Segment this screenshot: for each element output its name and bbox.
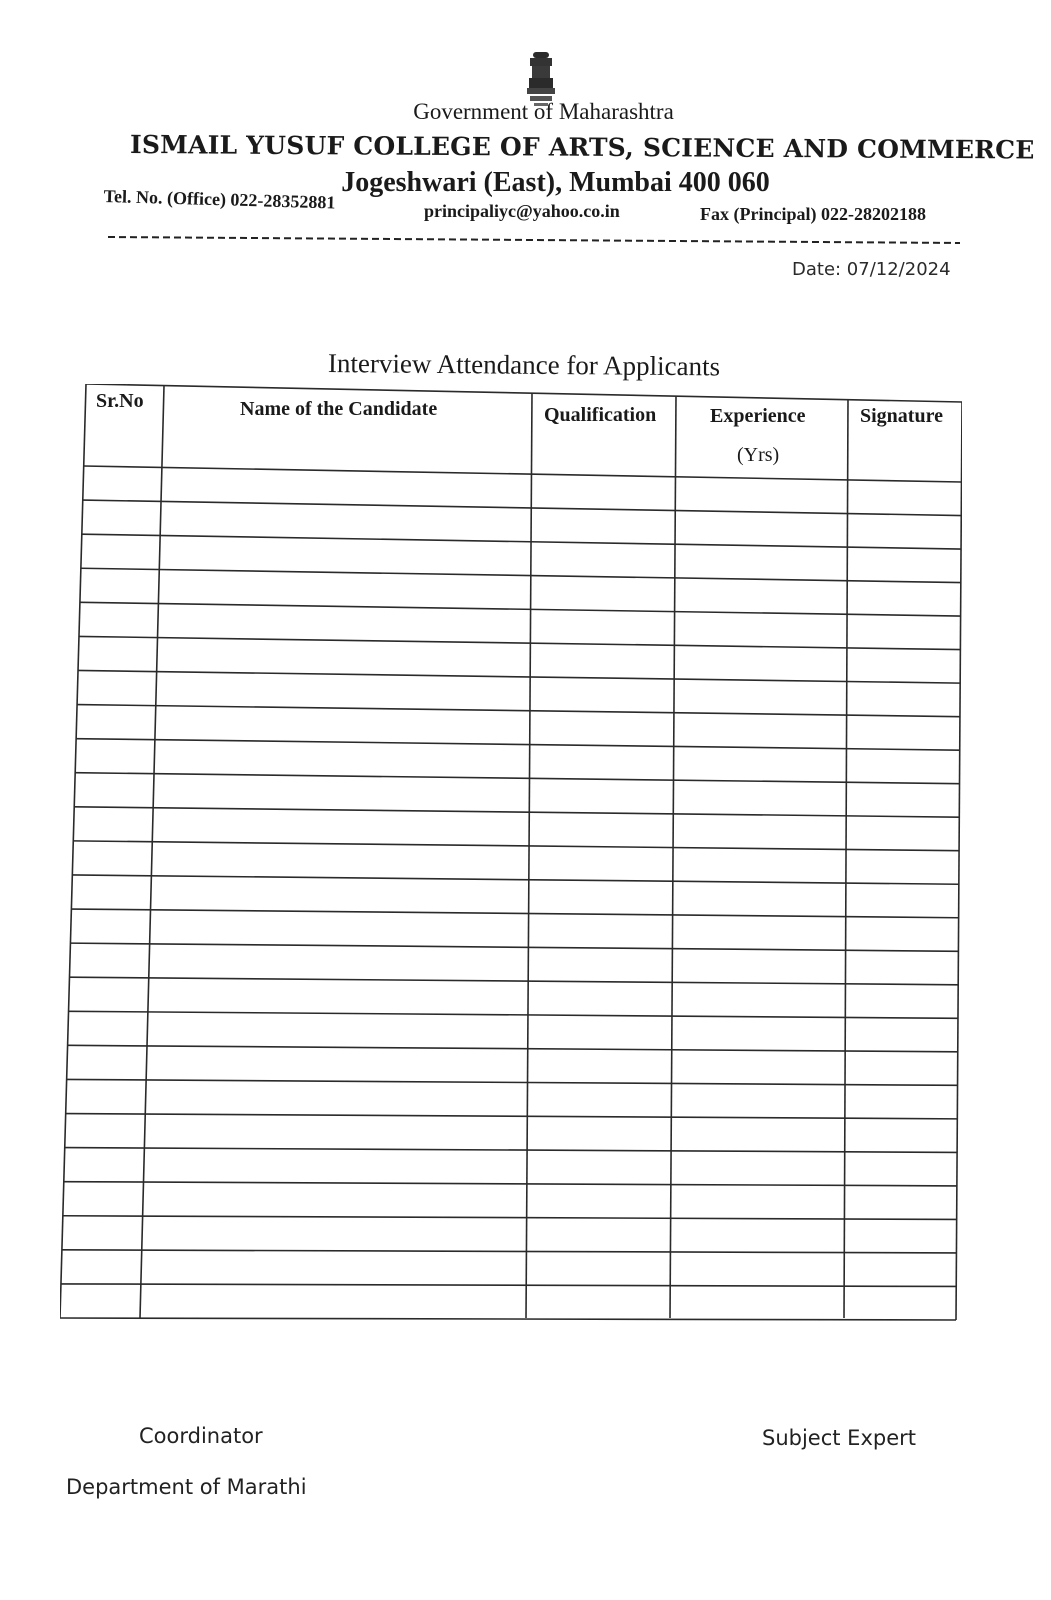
table-row-line (82, 534, 961, 549)
table-row-line (69, 1011, 958, 1018)
college-name: ISMAIL YUSUF COLLEGE OF ARTS, SCIENCE AND COMMERCE (129, 130, 1035, 165)
table-bottom-border (60, 1318, 956, 1320)
table-row-line (76, 739, 960, 751)
table-top-border (86, 384, 962, 402)
header-signature: Signature (860, 405, 943, 427)
coordinator-label: Coordinator (139, 1424, 263, 1448)
table-row-line (80, 602, 961, 616)
college-address: Jogeshwari (East), Mumbai 400 060 (341, 167, 770, 198)
table-row-line (71, 909, 958, 918)
principal-fax: Fax (Principal) 022-28202188 (700, 204, 926, 224)
table-row-line (63, 1216, 957, 1220)
attendance-table (60, 384, 962, 1324)
table-row-line (79, 636, 960, 649)
table-row-line (73, 841, 959, 851)
table-column-line (844, 400, 848, 1318)
email-address: principaliyc@yahoo.co.in (424, 201, 620, 221)
table-row-line (68, 1045, 958, 1051)
table-row-line (64, 1182, 957, 1186)
table-row-line (78, 670, 960, 683)
table-column-line (140, 386, 164, 1318)
table-row-line (75, 773, 959, 784)
department-label: Department of Marathi (66, 1475, 307, 1499)
header-sr-no: Sr.No (96, 390, 144, 412)
table-right-border (956, 402, 962, 1320)
table-row-line (83, 500, 961, 515)
subject-expert-label: Subject Expert (762, 1426, 916, 1450)
table-row-line (70, 943, 958, 951)
office-telephone: Tel. No. (Office) 022-28352881 (103, 186, 336, 213)
header-experience: Experience (710, 405, 806, 427)
table-row-line (69, 977, 958, 985)
table-row-line (84, 466, 962, 482)
table-column-line (526, 393, 532, 1318)
table-row-line (65, 1148, 957, 1153)
header-candidate-name: Name of the Candidate (240, 398, 438, 420)
form-title: Interview Attendance for Applicants (327, 348, 721, 382)
letterhead-divider (108, 234, 960, 246)
table-left-border (60, 384, 86, 1318)
government-name: Government of Maharashtra (413, 99, 674, 124)
table-column-line (670, 396, 676, 1318)
table-row-line (81, 568, 961, 582)
table-row-line (77, 705, 960, 717)
table-row-line (67, 1079, 958, 1085)
header-qualification: Qualification (544, 404, 657, 426)
table-row-line (61, 1284, 956, 1287)
table-row-line (62, 1250, 957, 1253)
table-grid (60, 384, 962, 1324)
header-experience-unit: (Yrs) (737, 444, 780, 466)
table-row-line (66, 1114, 958, 1119)
table-row-line (74, 807, 959, 817)
form-date: Date: 07/12/2024 (792, 259, 951, 280)
contact-row (104, 186, 964, 226)
table-row-line (72, 875, 959, 884)
